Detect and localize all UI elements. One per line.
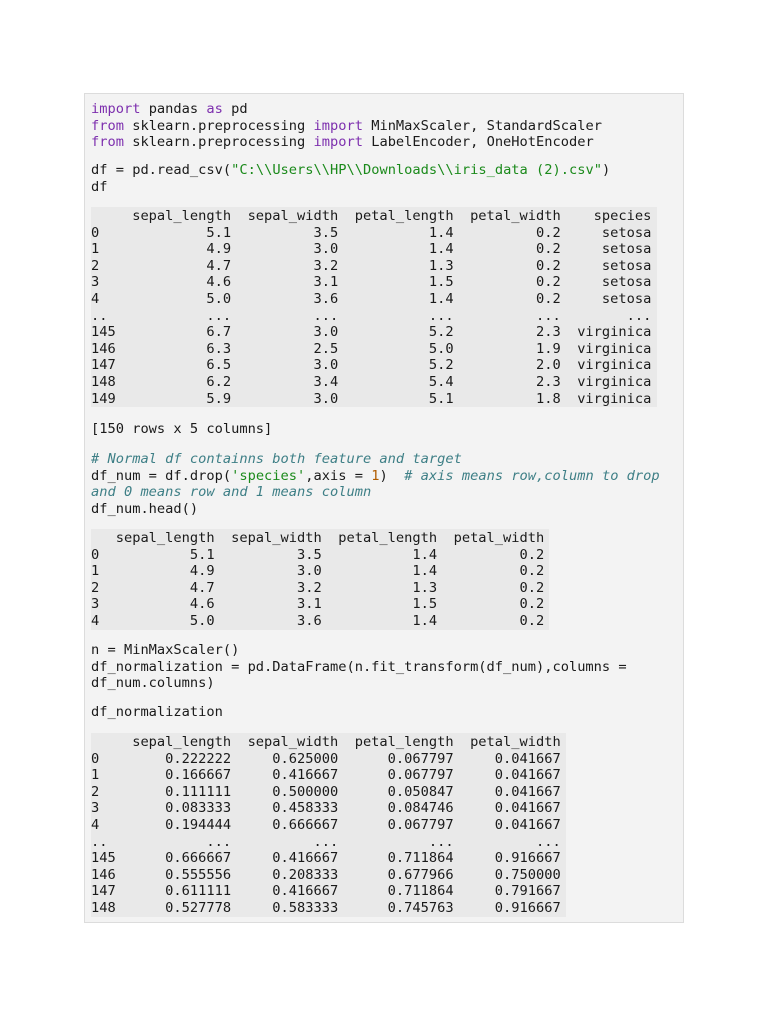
- dataframe-row: 145 0.666667 0.416667 0.711864 0.916667: [91, 850, 561, 867]
- string-token: "C:: [231, 162, 256, 178]
- dataframe-header: sepal_length sepal_width petal_length petal_width: [91, 530, 545, 546]
- code-token: MinMaxScaler, StandardScaler: [362, 117, 602, 134]
- dataframe-row: 148 0.527778 0.583333 0.745763 0.916667: [91, 900, 561, 916]
- dataframe-row: 4 0.194444 0.666667 0.067797 0.041667: [91, 817, 561, 833]
- keyword-token: as: [206, 101, 223, 117]
- code-token: LabelEncoder, OneHotEncoder: [362, 134, 594, 151]
- string-token: iris_data (2).csv": [453, 162, 602, 178]
- dataframe-header: sepal_length sepal_width petal_length petal_width: [91, 734, 561, 750]
- dataframe-row: 1 4.9 3.0 1.4 0.2 setosa: [91, 241, 652, 258]
- code-line: [91, 659, 627, 676]
- dataframe-row: 146 6.3 2.5 5.0 1.9 virginica: [91, 340, 652, 357]
- string-token: \\: [437, 162, 454, 178]
- keyword-token: from: [91, 134, 124, 151]
- string-token: \\: [255, 162, 273, 178]
- string-token: 'species': [231, 467, 306, 484]
- code-token: df_num.columns): [91, 675, 215, 692]
- code-line: [91, 642, 239, 659]
- code-token: df_num.head(): [91, 500, 199, 517]
- code-line: [91, 134, 594, 151]
- code-line: [91, 451, 462, 468]
- code-token: df: [91, 178, 108, 195]
- code-token: sklearn.preprocessing: [123, 134, 314, 151]
- string-token: Downloads: [362, 162, 438, 178]
- code-token: [150 rows x 5 columns]: [91, 421, 273, 437]
- dataframe-row: 146 0.555556 0.208333 0.677966 0.750000: [91, 866, 561, 883]
- keyword-token: import: [313, 117, 363, 134]
- string-token: \\: [313, 162, 330, 178]
- dataframe-header: sepal_length sepal_width petal_length petal_width species: [91, 208, 652, 224]
- dataframe-row: 147 6.5 3.0 5.2 2.0 virginica: [91, 357, 652, 374]
- dataframe-row: 149 5.9 3.0 5.1 1.8 virginica: [91, 390, 652, 407]
- code-token: ): [601, 162, 611, 178]
- dataframe-row: 4 5.0 3.6 1.4 0.2 setosa: [91, 291, 652, 307]
- dataframe-row: 1 4.9 3.0 1.4 0.2: [91, 563, 545, 580]
- code-line: [91, 675, 215, 692]
- dataframe-row: 4 5.0 3.6 1.4 0.2: [91, 613, 545, 629]
- dataframe-row: 3 4.6 3.1 1.5 0.2 setosa: [91, 274, 652, 291]
- dataframe-row: 147 0.611111 0.416667 0.711864 0.791667: [91, 883, 561, 900]
- code-token: pandas: [140, 101, 207, 117]
- dataframe-row: 0 5.1 3.5 1.4 0.2 setosa: [91, 224, 652, 241]
- code-line: [91, 468, 660, 485]
- notebook-page: [84, 93, 684, 923]
- code-token: sklearn.preprocessing: [123, 117, 314, 134]
- keyword-token: import: [91, 101, 141, 117]
- code-line: [91, 484, 371, 501]
- dataframe-row: .. ... ... ... ... ...: [91, 307, 652, 324]
- code-line: [91, 704, 223, 721]
- code-token: ): [379, 467, 405, 484]
- string-token: HP: [330, 162, 347, 178]
- dataframe-row: 145 6.7 3.0 5.2 2.3 virginica: [91, 324, 652, 341]
- code-line: [91, 501, 198, 518]
- keyword-token: import: [313, 134, 363, 151]
- code-line: [91, 162, 610, 179]
- string-token: \\: [346, 162, 363, 178]
- dataframe-row: 3 0.083333 0.458333 0.084746 0.041667: [91, 800, 561, 817]
- code-token: df = pd.read_csv(: [91, 162, 232, 178]
- comment-token: # axis means row,column to drop: [404, 467, 660, 484]
- dataframe-row: 2 4.7 3.2 1.3 0.2 setosa: [91, 257, 652, 274]
- code-token: df_normalization: [91, 704, 223, 720]
- code-token: df_normalization = pd.DataFrame(n.fit_transform(df_num),columns =: [91, 658, 627, 675]
- code-token: ,axis =: [305, 467, 372, 484]
- keyword-token: from: [91, 117, 124, 134]
- dataframe-row: 0 0.222222 0.625000 0.067797 0.041667: [91, 750, 561, 767]
- code-line: [91, 101, 248, 118]
- number-token: 1: [371, 467, 380, 484]
- code-line: [91, 118, 602, 135]
- dataframe-row: 1 0.166667 0.416667 0.067797 0.041667: [91, 767, 561, 784]
- code-token: df_num = df.drop(: [91, 467, 232, 484]
- dataframe-row: 2 0.111111 0.500000 0.050847 0.041667: [91, 783, 561, 800]
- comment-token: # Normal df containns both feature and target: [91, 451, 462, 467]
- dataframe-row: 3 4.6 3.1 1.5 0.2: [91, 596, 545, 613]
- dataframe-row: 148 6.2 3.4 5.4 2.3 virginica: [91, 374, 652, 390]
- dataframe-row: 2 4.7 3.2 1.3 0.2: [91, 579, 545, 596]
- dataframe-row: 0 5.1 3.5 1.4 0.2: [91, 546, 545, 563]
- comment-token: and 0 means row and 1 means column: [91, 484, 372, 501]
- code-token: pd: [222, 101, 248, 117]
- string-token: Users: [272, 162, 314, 178]
- code-token: n = MinMaxScaler(): [91, 642, 240, 658]
- code-line: [91, 421, 272, 438]
- code-line: [91, 179, 107, 196]
- dataframe-row: .. ... ... ... ...: [91, 833, 561, 850]
